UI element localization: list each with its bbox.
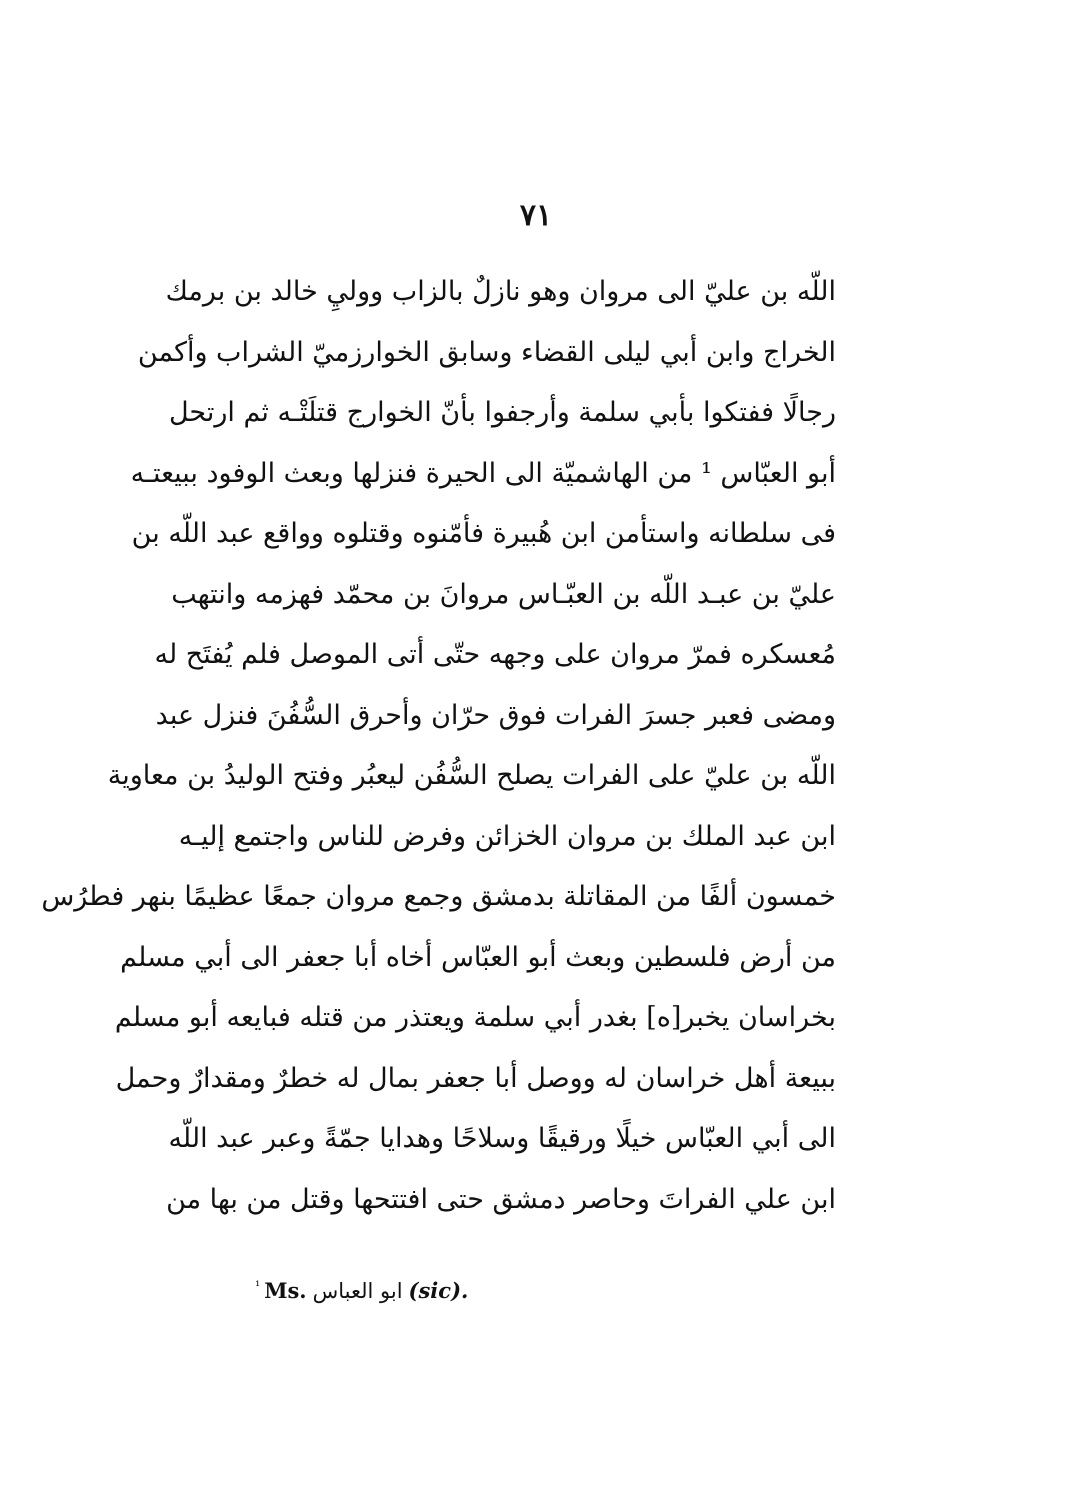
footnote xyxy=(255,1272,575,1306)
footnote-marker: ¹ xyxy=(255,1279,261,1294)
text-line: الى أبي العبّاس خيلًا ورقيقًا وسلاحًا وهدايا جمّةً وعبر عبد اللّه xyxy=(168,1123,836,1154)
text-line: من أرض فلسطين وبعث أبو العبّاس أخاه أبا جعفر الى أبي مسلم xyxy=(120,941,836,973)
page-number: ٧١ xyxy=(519,198,553,233)
text-line: مُعسكره فمرّ مروان على وجهه حتّى أتى الموصل فلم يُفتَح له xyxy=(154,639,836,670)
text-line: ابن عبد الملك بن مروان الخزائن وفرض للناس واجتمع إليـه xyxy=(178,820,836,852)
text-line: اللّه بن عليّ على الفرات يصلح السُّفُن ليعبُر وفتح الوليدُ بن معاوية xyxy=(107,760,836,791)
text-line: بخراسان يخبر[ه] بغدر أبي سلمة ويعتذر من قتله فبايعه أبو مسلم xyxy=(114,1002,836,1033)
footnote-sic: (sic). xyxy=(408,1278,469,1303)
text-line: رجالًا ففتكوا بأبي سلمة وأرجفوا بأنّ الخوارج قتلَتْـه ثم ارتحل xyxy=(168,397,836,428)
text-line: أبو العبّاس ¹ من الهاشميّة الى الحيرة فنزلها وبعث الوفود ببيعتـه xyxy=(130,457,836,489)
text-line: فى سلطانه واستأمن ابن هُبيرة فأمّنوه وقتلوه وواقع عبد اللّه بن xyxy=(131,518,836,549)
text-line: عليّ بن عبـد اللّه بن العبّـاس مروانَ بن محمّد فهزمه وانتهب xyxy=(171,578,836,610)
body-text xyxy=(41,262,836,1230)
footnote-abbreviation: Ms. xyxy=(264,1278,307,1303)
text-line: الخراج وابن أبي ليلى القضاء وسابق الخوارزميّ الشراب وأكمن xyxy=(137,336,836,368)
footnote-arabic-text: ابو العباس xyxy=(312,1279,403,1303)
text-line: اللّه بن عليّ الى مروان وهو نازلٌ بالزاب ووليِ خالد بن برمك xyxy=(165,276,836,307)
text-line: ابن علي الفراتَ وحاصر دمشق حتى افتتحها وقتل من بها من xyxy=(166,1183,836,1215)
text-line: ومضى فعبر جسرَ الفرات فوق حرّان وأحرق السُّفُنَ فنزل عبد xyxy=(155,699,836,731)
text-line: ببيعة أهل خراسان له ووصل أبا جعفر بمال له خطرٌ ومقدارٌ وحمل xyxy=(115,1062,836,1094)
text-line: خمسون ألفًا من المقاتلة بدمشق وجمع مروان جمعًا عظيمًا بنهر فطرُس xyxy=(41,881,836,912)
